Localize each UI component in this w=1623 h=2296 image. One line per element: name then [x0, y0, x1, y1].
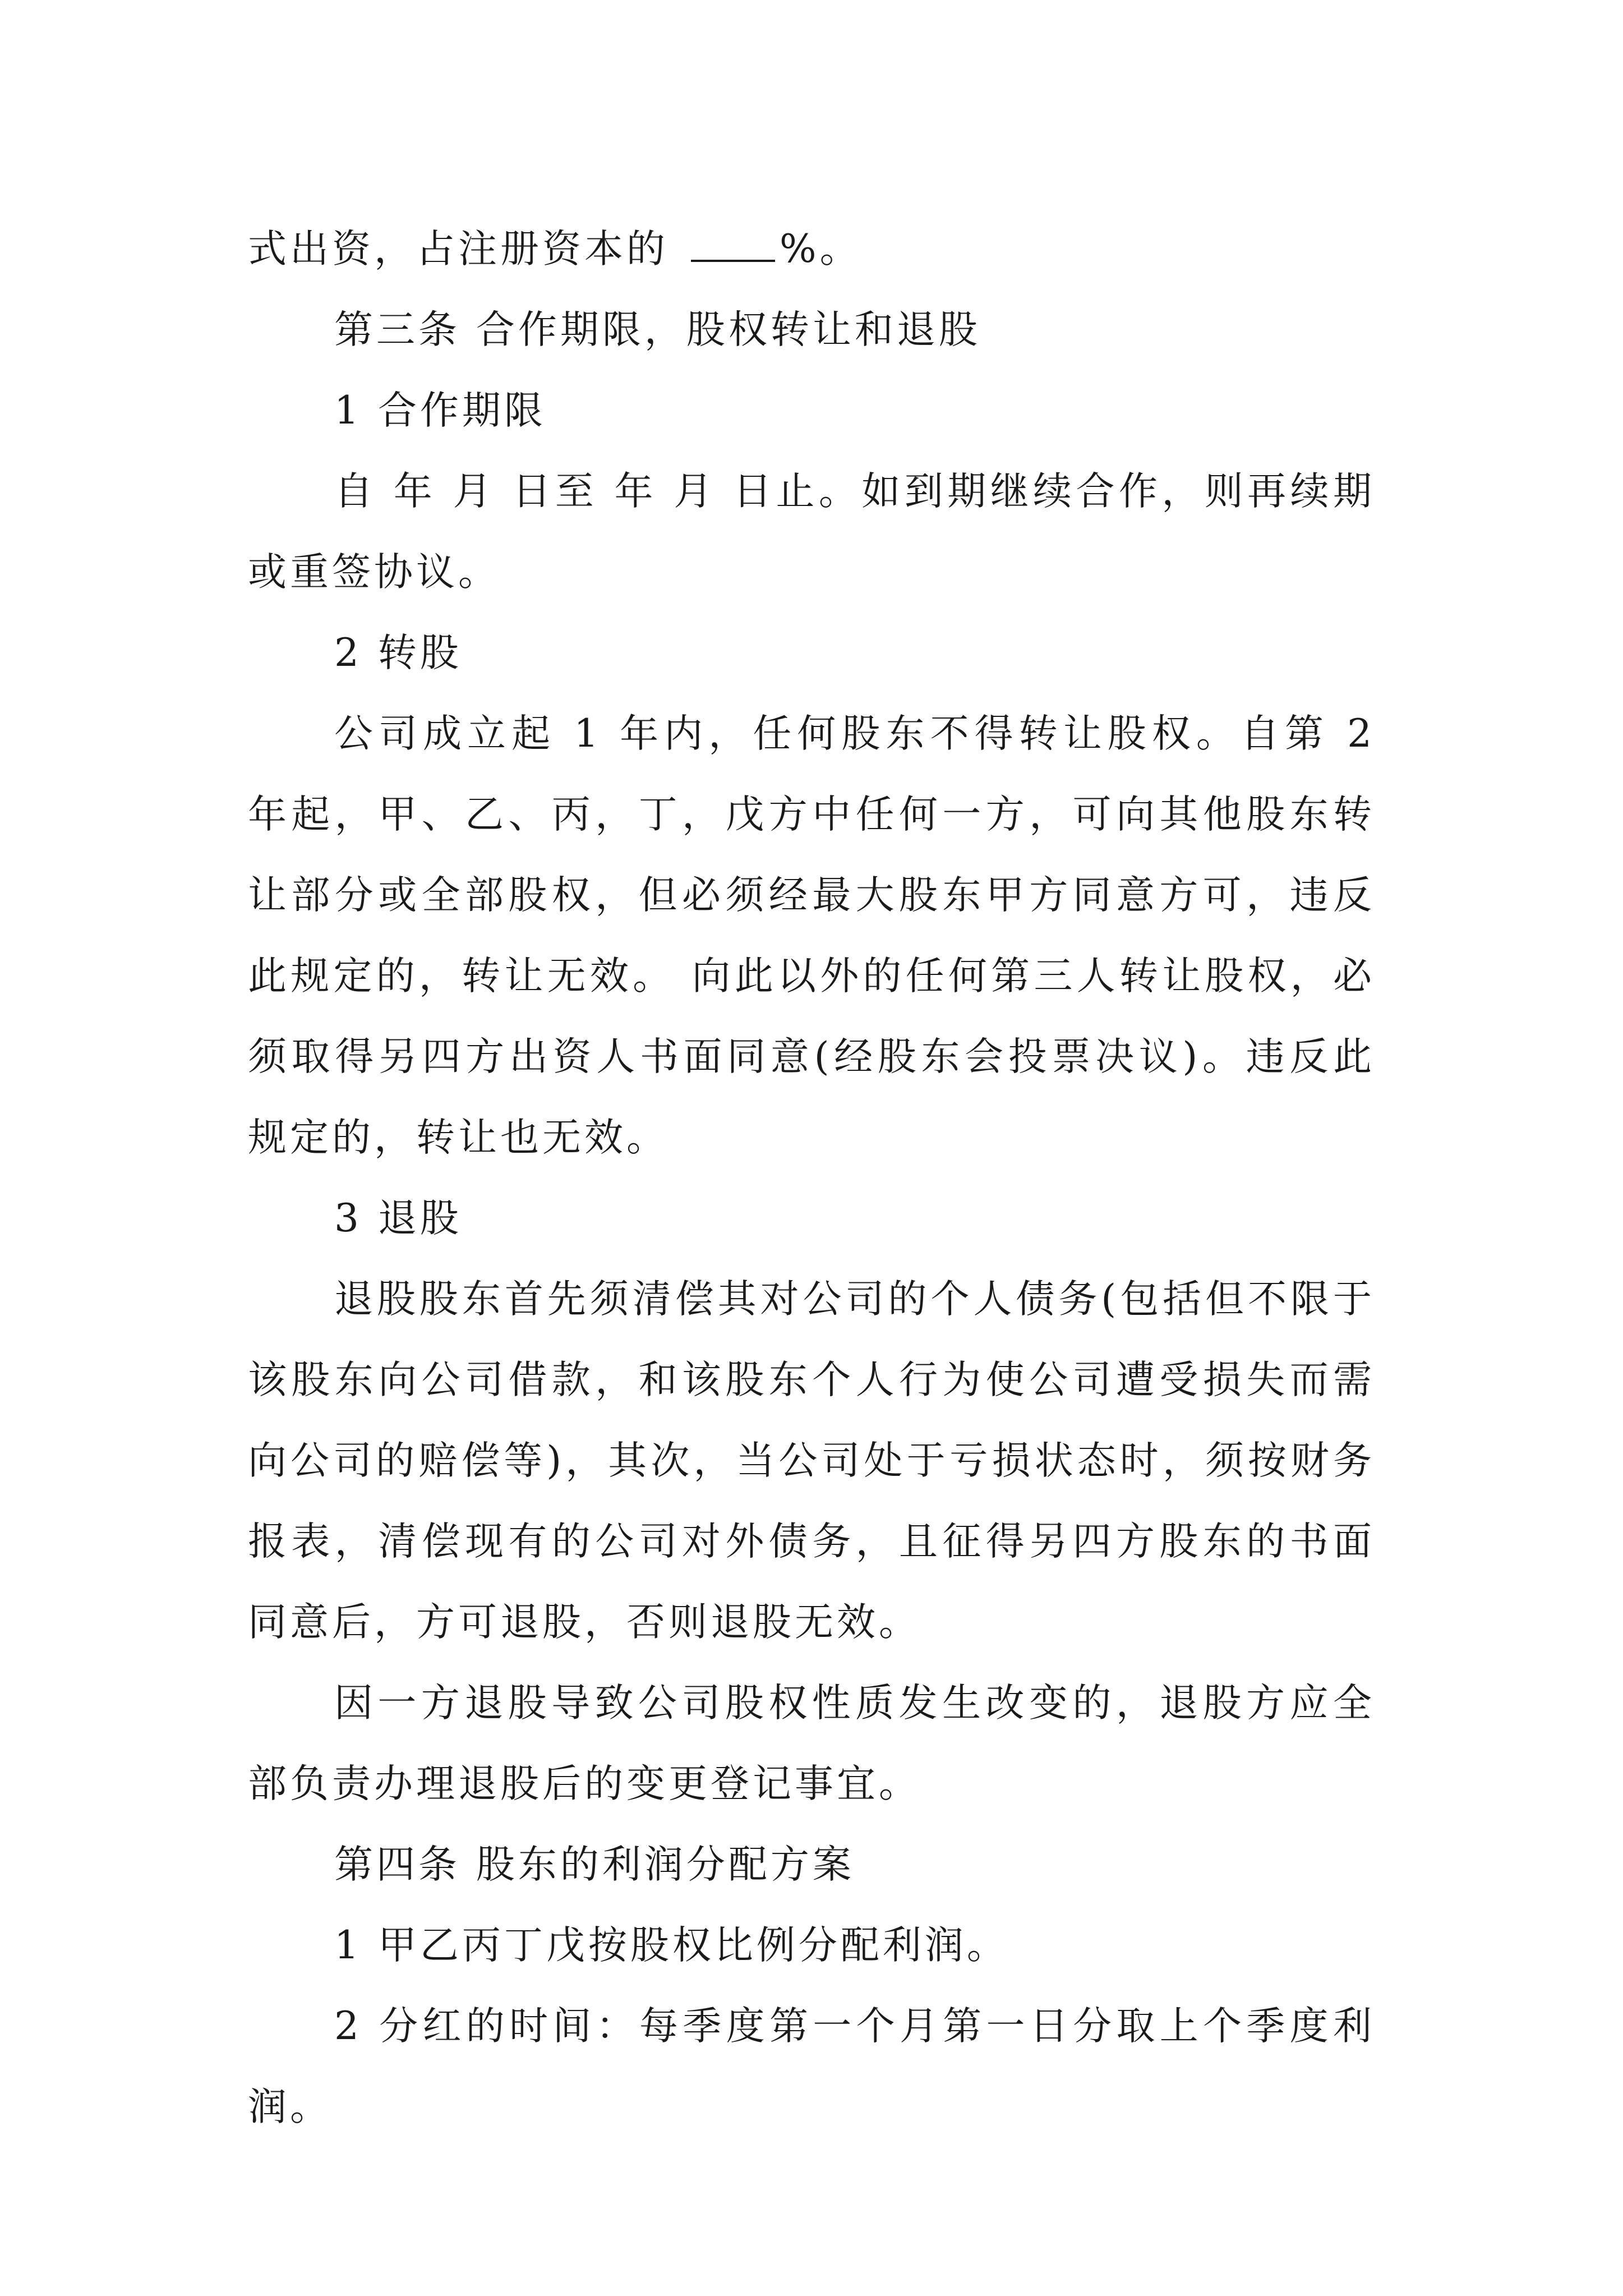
paragraph-capital-share — [248, 209, 1375, 289]
paragraph-share-transfer: 公司成立起 1 年内，任何股东不得转让股权。自第 2 年起，甲、乙、丙，丁，戊方中任何一方，可向其他股东转让部分或全部股权，但必须经最大股东甲方同意方可，违反此规定的，转让无效。 向此以外的任何第三人转让股权，必须取得另四方出资人书面同意(经股东会投票决议)。违反此规定的，转让也无效。 — [248, 711, 1375, 1160]
paragraph-withdrawal-registration: 因一方退股导致公司股权性质发生改变的，退股方应全部负责办理退股后的变更登记事宜。 — [248, 1681, 1375, 1806]
paragraph-cooperation-term: 自 年 月 日至 年 月 日止。如到期继续合作，则再续期或重签协议。 — [248, 469, 1375, 595]
section-cooperation-term-heading: 1 合作期限 — [334, 388, 546, 433]
section-withdrawal-heading: 3 退股 — [334, 1196, 462, 1241]
article-4-heading: 第四条 股东的利润分配方案 — [334, 1842, 855, 1887]
paragraph-profit-ratio: 1 甲乙丙丁戊按股权比例分配利润。 — [334, 1923, 1009, 1968]
percentage-blank — [691, 254, 775, 262]
document-body — [248, 209, 1375, 2147]
section-share-transfer-heading: 2 转股 — [334, 631, 462, 675]
paragraph-dividend-timing: 2 分红的时间：每季度第一个月第一日分取上个季度利润。 — [248, 2004, 1375, 2129]
capital-share-text: 式出资，占注册资本的 — [248, 227, 668, 272]
article-3-heading: 第三条 合作期限，股权转让和退股 — [334, 307, 981, 352]
paragraph-withdrawal: 退股股东首先须清偿其对公司的个人债务(包括但不限于该股东向公司借款，和该股东个人行为使公司遭受损失而需向公司的赔偿等)，其次，当公司处于亏损状态时，须按财务报表，清偿现有的公司对外债务，且征得另四方股东的书面同意后，方可退股，否则退股无效。 — [248, 1277, 1375, 1645]
percentage-suffix: %。 — [780, 227, 862, 272]
